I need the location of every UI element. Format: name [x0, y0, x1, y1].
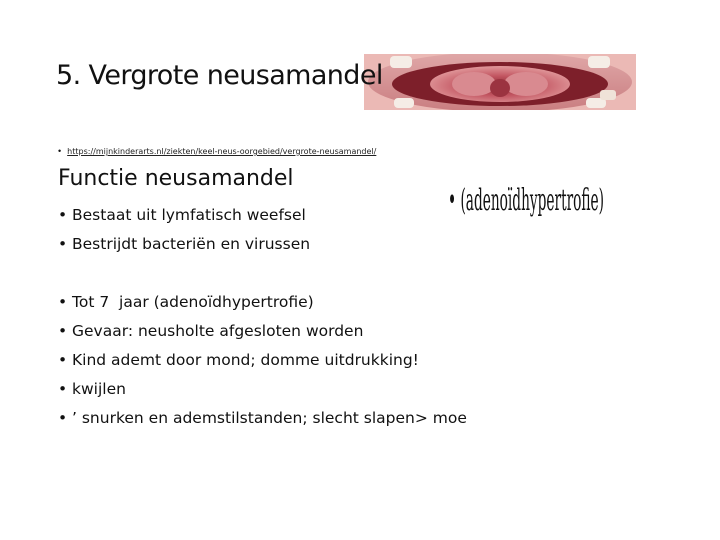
handwritten-note-text: • (adenoïdhypertrofie)	[448, 183, 604, 218]
section-subtitle: Functie neusamandel	[58, 166, 294, 191]
list-item-text: Gevaar: neusholte afgesloten worden	[72, 322, 364, 340]
bullet: •	[58, 146, 62, 156]
facts-list	[58, 288, 467, 433]
list-item	[58, 201, 310, 230]
slide-title: 5. Vergrote neusamandel	[56, 60, 383, 91]
list-item	[58, 404, 467, 433]
bullet: •	[58, 380, 68, 398]
list-item-text: Bestaat uit lymfatisch weefsel	[72, 206, 306, 224]
function-list	[58, 201, 310, 259]
bullet: •	[58, 409, 68, 427]
source-link-row	[58, 146, 376, 156]
list-item-text: Bestrijdt bacteriën en virussen	[72, 235, 311, 253]
list-item-text: ’ snurken en ademstilstanden; slecht slapen> moe	[72, 409, 467, 427]
mouth-photo	[364, 54, 636, 110]
list-item	[58, 230, 310, 259]
source-link[interactable]: https://mijnkinderarts.nl/ziekten/keel-neus-oorgebied/vergrote-neusamandel/	[67, 147, 377, 156]
handwritten-note	[446, 170, 606, 230]
open-mouth-throat-photo-icon	[364, 54, 636, 110]
bullet: •	[58, 322, 68, 340]
list-item	[58, 317, 467, 346]
bullet: •	[58, 351, 68, 369]
list-item-text: Kind ademt door mond; domme uitdrukking!	[72, 351, 419, 369]
list-item	[58, 346, 467, 375]
bullet: •	[58, 235, 68, 253]
list-item	[58, 375, 467, 404]
bullet: •	[58, 206, 68, 224]
list-item-text: Tot 7 jaar (adenoïdhypertrofie)	[72, 293, 314, 311]
list-item-text: kwijlen	[72, 380, 126, 398]
list-item	[58, 288, 467, 317]
bullet: •	[58, 293, 68, 311]
